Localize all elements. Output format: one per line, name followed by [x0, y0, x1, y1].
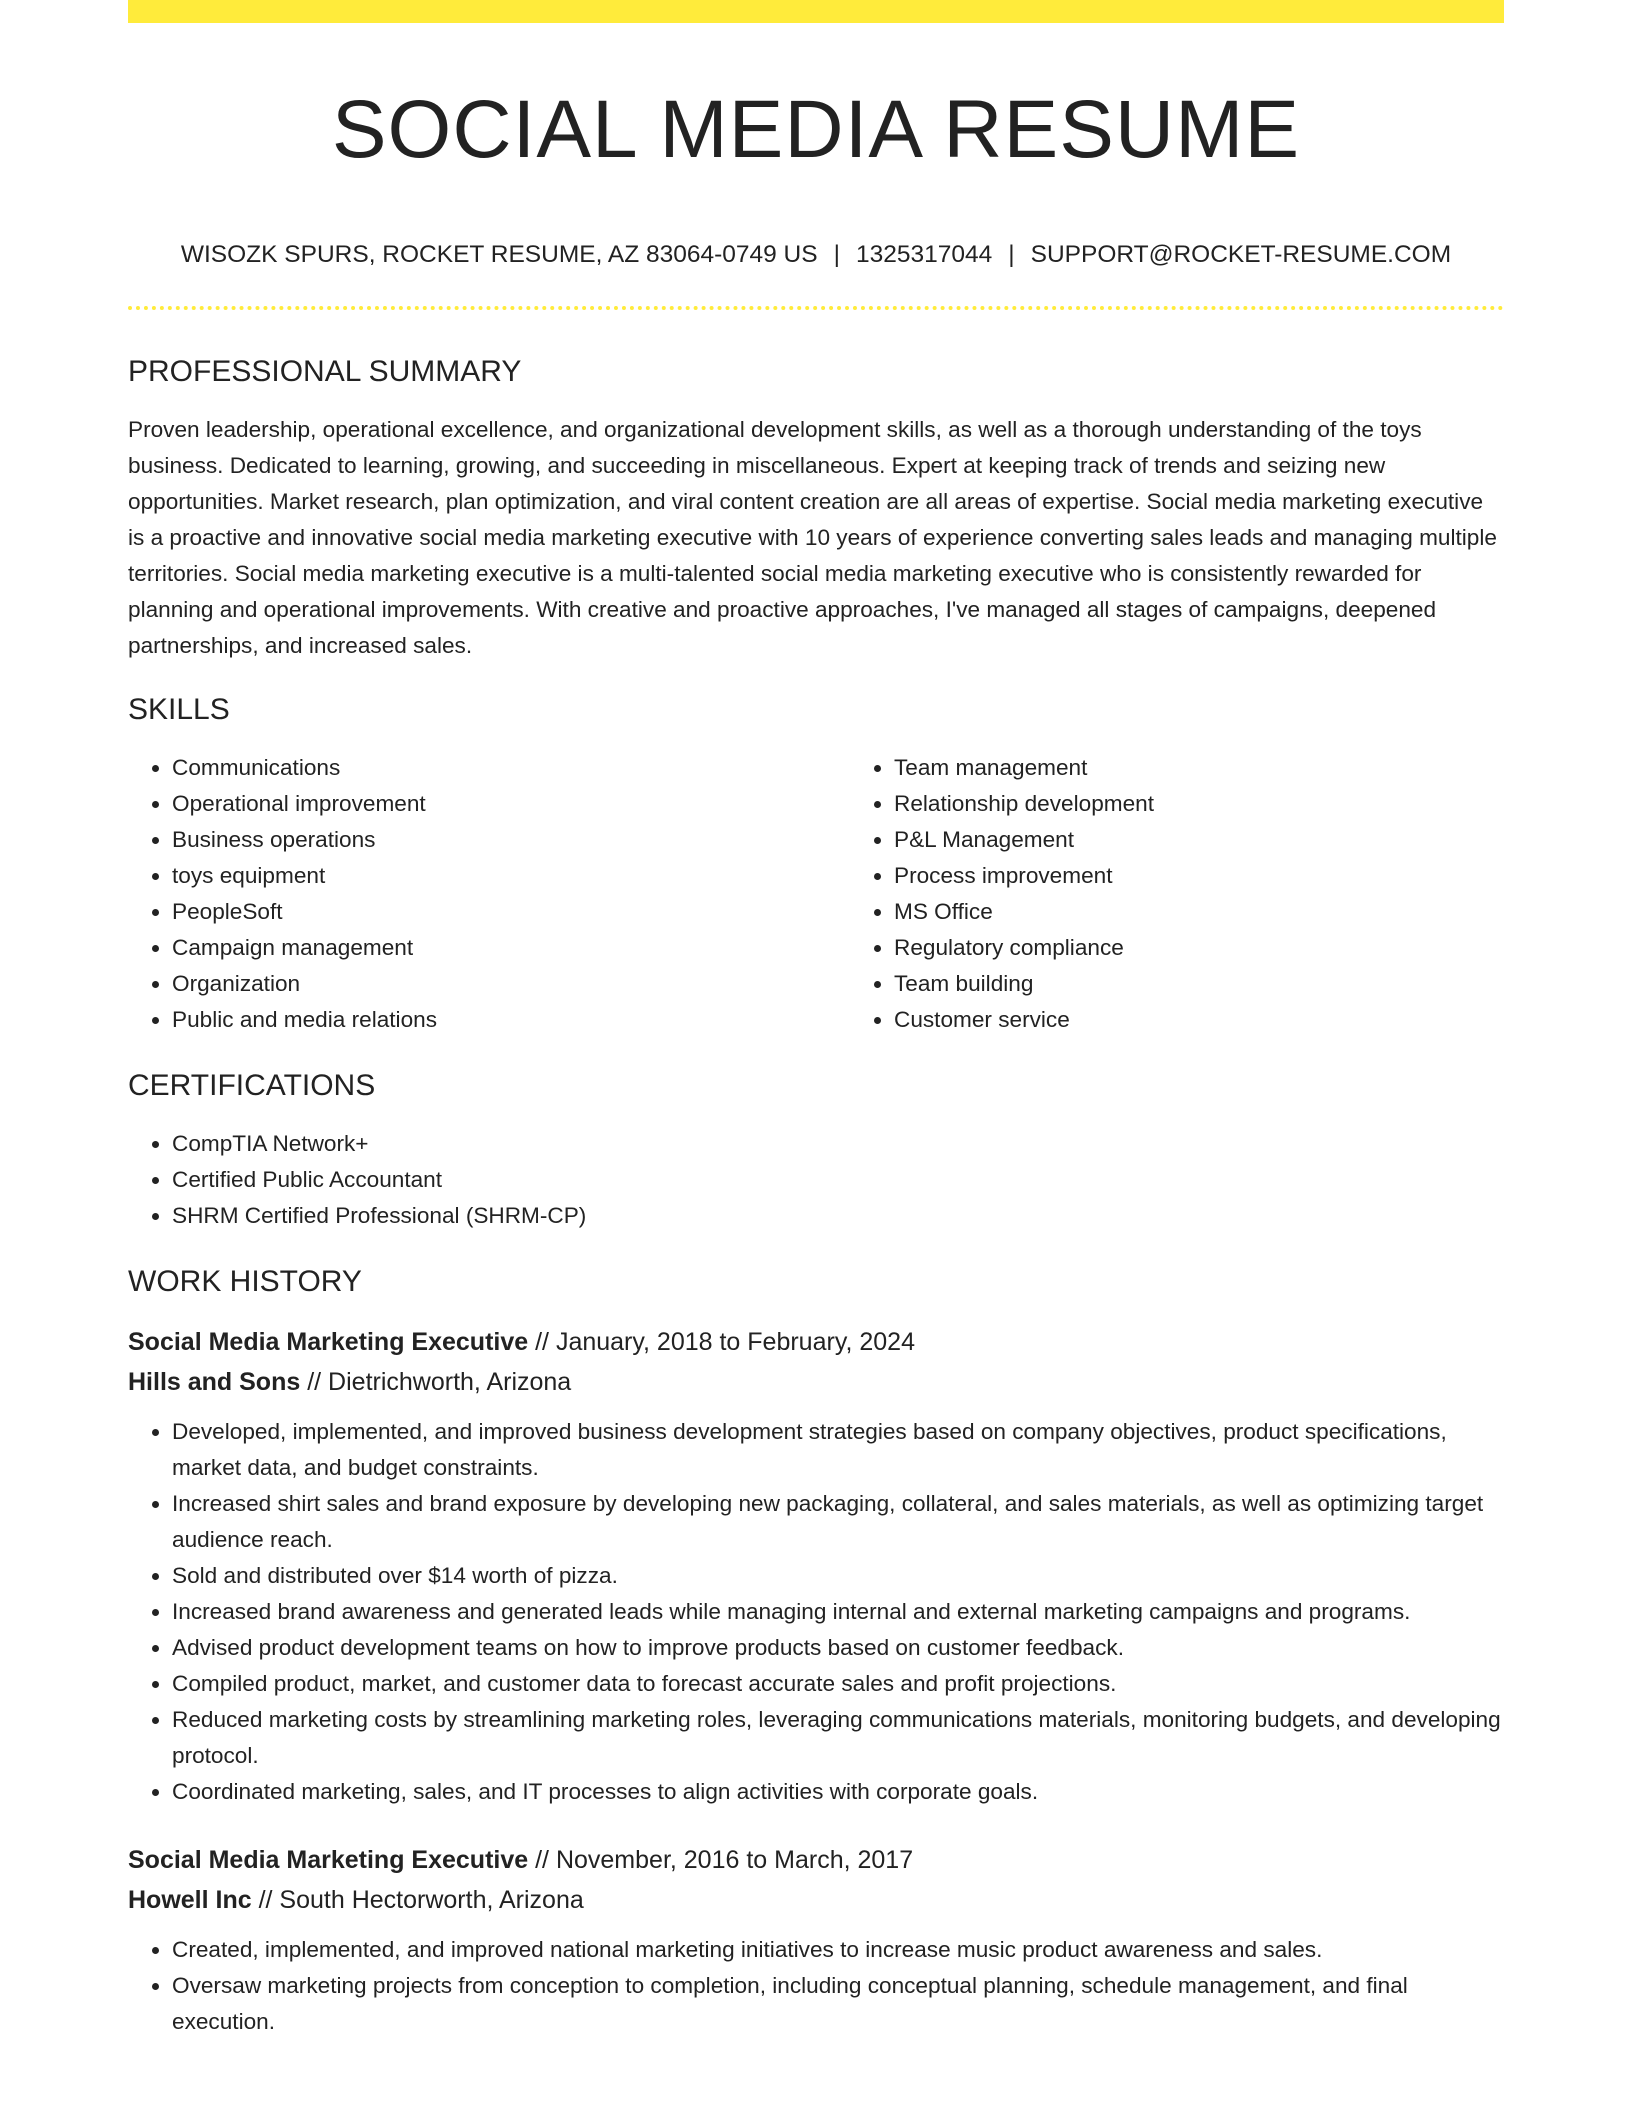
- summary-text: Proven leadership, operational excellence, and organizational development skills, as well as a thorough understanding of the toys business. Dedicated to learning, growing, and succeeding in miscellaneous. Expert at keeping track of trends and seizing new opportunities. Market research, plan optimization, and viral content creation are all areas of expertise. Social media marketing executive is a proactive and innovative social media marketing executive with 10 years of experience converting sales leads and managing multiple territories. Social media marketing executive is a multi-talented social media marketing executive who is consistently rewarded for planning and operational improvements. With creative and proactive approaches, I've managed all stages of campaigns, deepened partnerships, and increased sales.: [128, 417, 1497, 658]
- section-title-certifications: CERTIFICATIONS: [128, 1069, 376, 1102]
- job-bullet: • Advised product development teams on how to improve products based on customer feedback.: [172, 1630, 1504, 1666]
- job-role-line: [128, 1322, 1504, 1362]
- skill-item: • Process improvement: [894, 858, 1572, 894]
- job-bullet: • Compiled product, market, and customer data to forecast accurate sales and profit projections.: [172, 1666, 1504, 1702]
- job-company-line: [128, 1362, 1504, 1402]
- skill-item: • Public and media relations: [172, 1002, 850, 1038]
- skill-item: • toys equipment: [172, 858, 850, 894]
- certifications-list: [128, 1126, 1504, 1234]
- job-bullet: • Coordinated marketing, sales, and IT processes to align activities with corporate goals.: [172, 1774, 1504, 1810]
- resume-body: [128, 352, 1504, 2070]
- certification-item: • Certified Public Accountant: [172, 1162, 1504, 1198]
- job-bullet: • Reduced marketing costs by streamlining marketing roles, leveraging communications materials, monitoring budgets, and developing protocol.: [172, 1702, 1504, 1774]
- section-title-summary: PROFESSIONAL SUMMARY: [128, 355, 522, 388]
- job-company: Howell Inc: [128, 1886, 252, 1914]
- skill-item: • Customer service: [894, 1002, 1572, 1038]
- skill-item: • Team management: [894, 750, 1572, 786]
- job-bullet: • Created, implemented, and improved national marketing initiatives to increase music product awareness and sales.: [172, 1932, 1504, 1968]
- section-title-skills: SKILLS: [128, 693, 230, 726]
- job-entry: [128, 1840, 1504, 2040]
- certifications-section: [128, 1066, 1504, 1234]
- job-location: // Dietrichworth, Arizona: [307, 1368, 572, 1396]
- contact-separator: |: [833, 241, 840, 268]
- job-bullets: [128, 1932, 1504, 2040]
- skill-item: • Regulatory compliance: [894, 930, 1572, 966]
- skill-item: • Campaign management: [172, 930, 850, 966]
- skills-section: [128, 690, 1504, 1038]
- resume-title: SOCIAL MEDIA RESUME: [331, 84, 1301, 175]
- job-role: Social Media Marketing Executive: [128, 1846, 529, 1874]
- job-bullet: • Increased brand awareness and generated leads while managing internal and external marketing campaigns and programs.: [172, 1594, 1504, 1630]
- certification-item: • SHRM Certified Professional (SHRM-CP): [172, 1198, 1504, 1234]
- contact-email: SUPPORT@ROCKET-RESUME.COM: [1030, 241, 1452, 268]
- top-accent-bar: [128, 0, 1504, 23]
- skills-list-right: [850, 750, 1572, 1038]
- contact-address: WISOZK SPURS, ROCKET RESUME, AZ 83064-0749 US: [180, 241, 818, 268]
- skill-item: • Communications: [172, 750, 850, 786]
- certification-item: • CompTIA Network+: [172, 1126, 1504, 1162]
- skill-item: • Business operations: [172, 822, 850, 858]
- skill-item: • Team building: [894, 966, 1572, 1002]
- job-location: // South Hectorworth, Arizona: [258, 1886, 584, 1914]
- job-bullet: • Developed, implemented, and improved business development strategies based on company objectives, product specifications, market data, and budget constraints.: [172, 1414, 1504, 1486]
- job-dates: // January, 2018 to February, 2024: [535, 1328, 915, 1356]
- work-history-section: [128, 1262, 1504, 2040]
- job-role: Social Media Marketing Executive: [128, 1328, 529, 1356]
- job-company: Hills and Sons: [128, 1368, 301, 1396]
- job-bullet: • Sold and distributed over $14 worth of pizza.: [172, 1558, 1504, 1594]
- job-bullet: • Oversaw marketing projects from conception to completion, including conceptual planning, schedule management, and final execution.: [172, 1968, 1504, 2040]
- job-bullets: [128, 1414, 1504, 1810]
- dotted-divider: [128, 306, 1504, 310]
- skills-columns: [128, 750, 1504, 1038]
- job-bullet: • Increased shirt sales and brand exposure by developing new packaging, collateral, and sales materials, as well as optimizing target audience reach.: [172, 1486, 1504, 1558]
- skill-item: • Operational improvement: [172, 786, 850, 822]
- job-entry: [128, 1322, 1504, 1810]
- skill-item: • Organization: [172, 966, 850, 1002]
- contact-line: [128, 238, 1504, 272]
- skill-item: • Relationship development: [894, 786, 1572, 822]
- job-role-line: [128, 1840, 1504, 1880]
- skill-item: • MS Office: [894, 894, 1572, 930]
- job-dates: // November, 2016 to March, 2017: [535, 1846, 914, 1874]
- summary-section: [128, 352, 1504, 664]
- skill-item: • PeopleSoft: [172, 894, 850, 930]
- job-company-line: [128, 1880, 1504, 1920]
- skills-list-left: [128, 750, 850, 1038]
- skill-item: • P&L Management: [894, 822, 1572, 858]
- contact-separator: |: [1008, 241, 1015, 268]
- section-title-work-history: WORK HISTORY: [128, 1265, 362, 1298]
- contact-phone: 1325317044: [855, 241, 993, 268]
